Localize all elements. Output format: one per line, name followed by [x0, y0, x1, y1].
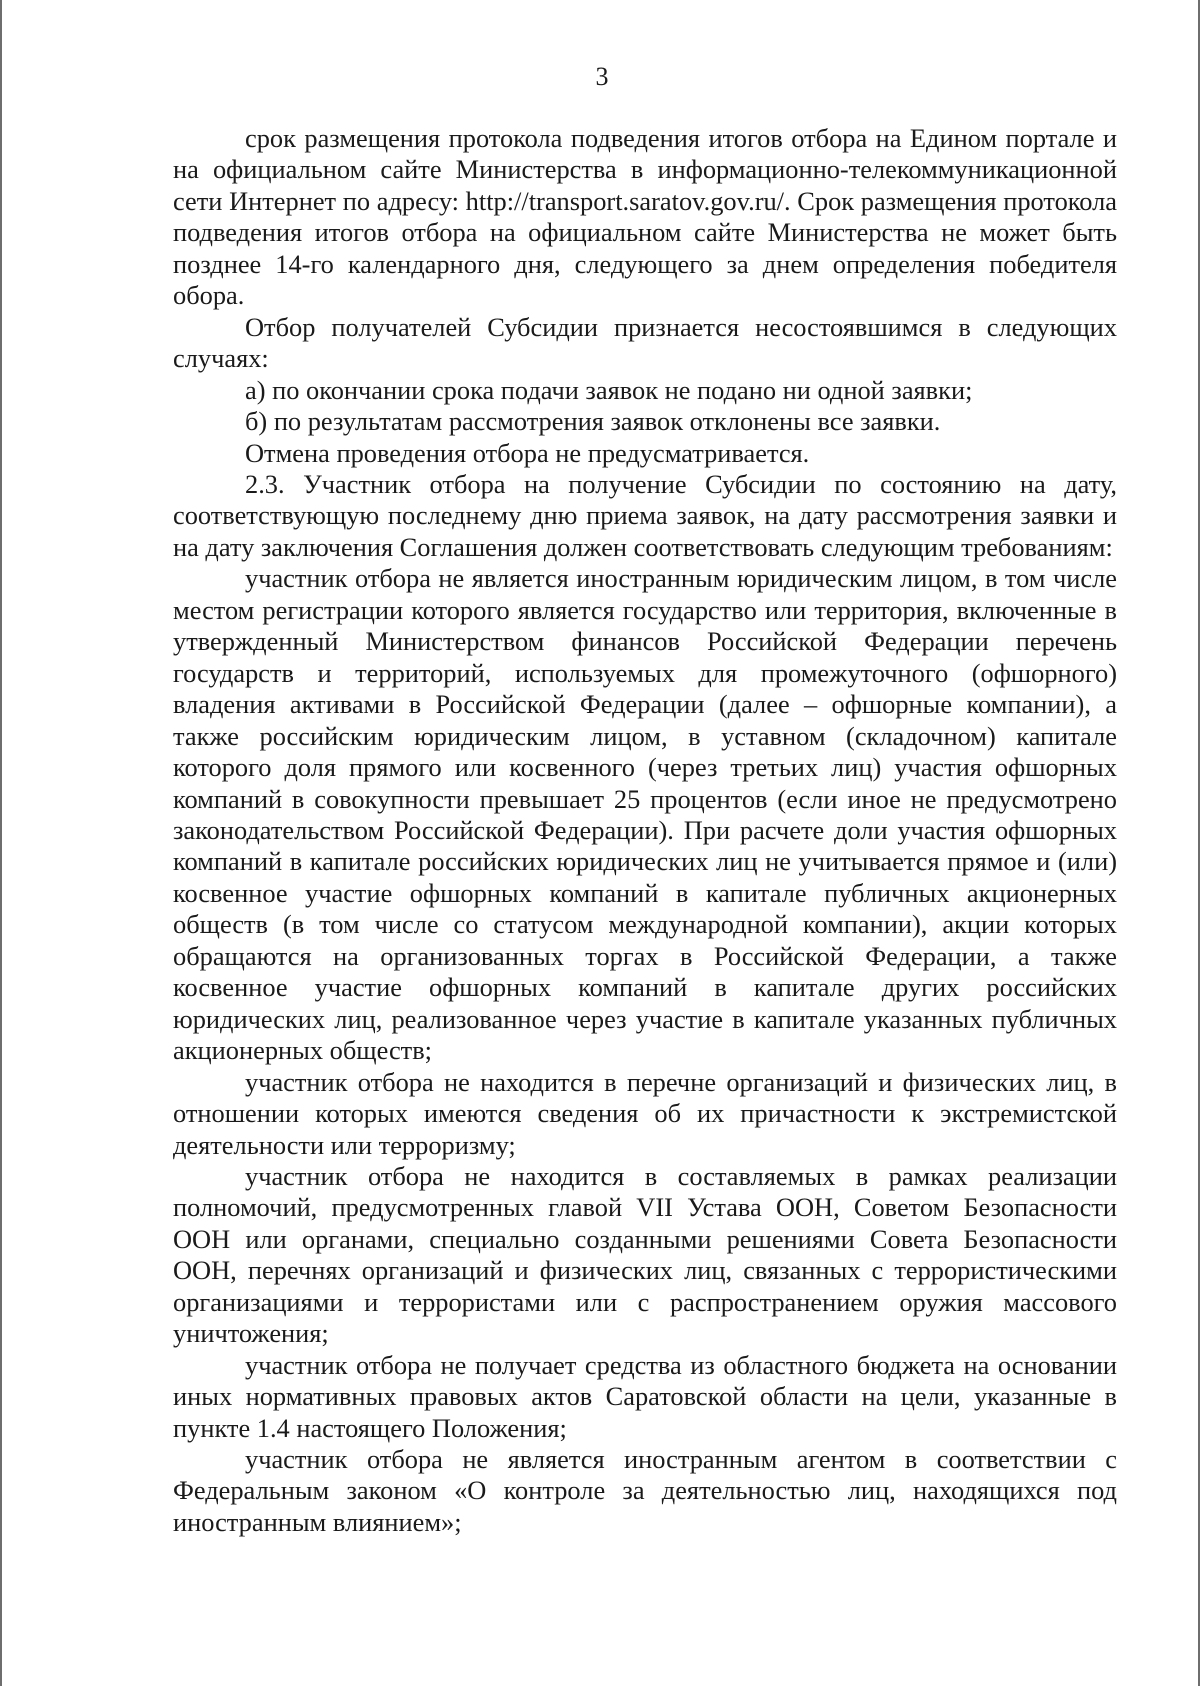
paragraph-no-cancellation: Отмена проведения отбора не предусматривается. [245, 437, 810, 468]
paragraph-case-b: б) по результатам рассмотрения заявок отклонены все заявки. [245, 406, 941, 437]
paragraph-no-other-funds: участник отбора не получает средства из областного бюджета на основании иных нормативных правовых актов Саратовской области на цели, указанные в пункте 1.4 настоящего Положения; [173, 1349, 1117, 1443]
paragraph-not-un-list: участник отбора не находится в составляемых в рамках реализации полномочий, предусмотренных главой VII Устава ООН, Советом Безопасности ООН или органами, специально созданными решениями Совета Безопасности ООН, перечнях организаций и физических лиц, связанных с террористическими организациями и террористами или с распространением оружия массового уничтожения; [173, 1160, 1117, 1349]
paragraph-selection-failed: Отбор получателей Субсидии признается несостоявшимся в следующих случаях: [173, 311, 1117, 374]
paragraph-case-a: а) по окончании срока подачи заявок не подано ни одной заявки; [245, 374, 973, 405]
paragraph-section-2-3: 2.3. Участник отбора на получение Субсидии по состоянию на дату, соответствующую последнему дню приема заявок, на дату рассмотрения заявки и на дату заключения Соглашения должен соответствовать следующим требованиям: [173, 468, 1117, 562]
paragraph-protocol-publication: срок размещения протокола подведения итогов отбора на Едином портале и на официальном сайте Министерства в информационно-телекоммуникационной сети Интернет по адресу: http://transport.saratov.gov.ru/. Срок размещения протокола подведения итогов отбора на официальном сайте Министерства не может быть позднее 14-го календарного дня, следующего за днем определения победителя обора. [173, 123, 1117, 311]
paragraph-not-extremist-list: участник отбора не находится в перечне организаций и физических лиц, в отношении которых имеются сведения об их причастности к экстремистской деятельности или терроризму; [173, 1066, 1117, 1160]
page-number: 3 [595, 62, 609, 91]
paragraph-not-foreign-agent: участник отбора не является иностранным агентом в соответствии с Федеральным законом «О контроле за деятельностью лиц, находящихся под иностранным влиянием»; [173, 1444, 1117, 1537]
paragraph-not-foreign-entity: участник отбора не является иностранным юридическим лицом, в том числе местом регистрации которого является государство или территория, включенные в утвержденный Министерством финансов Российской Федерации перечень государств и территорий, используемых для промежуточного (офшорного) владения активами в Российской Федерации (далее – офшорные компании), а также российским юридическим лицом, в уставном (складочном) капитале которого доля прямого или косвенного (через третьих лиц) участия офшорных компаний в совокупности превышает 25 процентов (если иное не предусмотрено законодательством Российской Федерации). При расчете доли участия офшорных компаний в капитале российских юридических лиц не учитывается прямое и (или) косвенное участие офшорных компаний в капитале публичных акционерных обществ (в том числе со статусом международной компании), акции которых обращаются на организованных торгах в Российской Федерации, а также косвенное участие офшорных компаний в капитале других российских юридических лиц, реализованное через участие в капитале указанных публичных акционерных обществ; [173, 563, 1117, 1066]
document-body [173, 123, 1117, 1538]
